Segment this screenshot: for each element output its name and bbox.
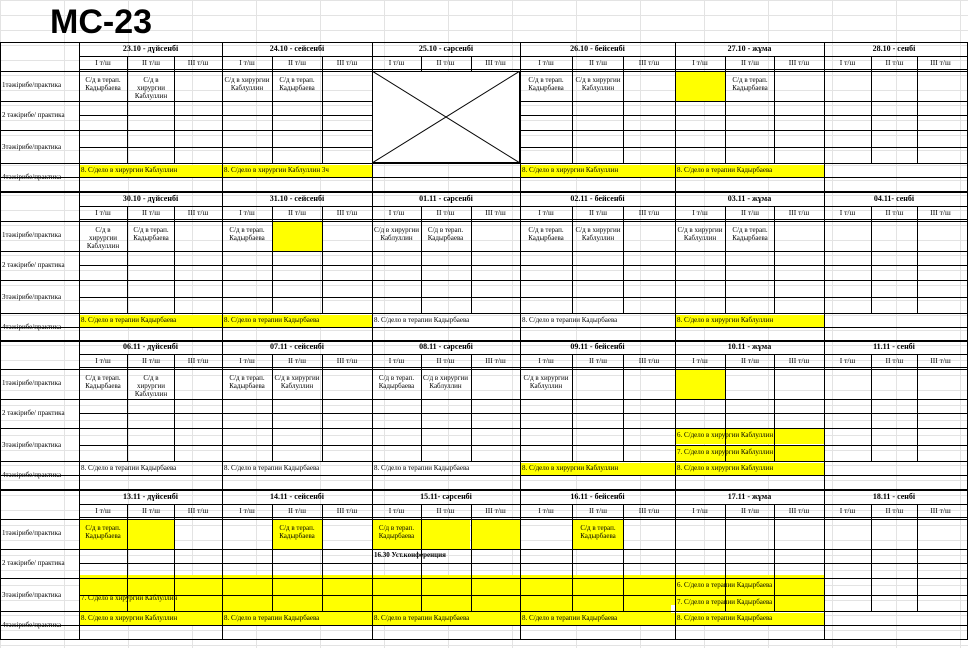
shift-header: ІІ т/ш (436, 208, 455, 217)
gridline-v (960, 0, 961, 648)
shift-separator (272, 206, 273, 313)
shift-header: ІІІ т/ш (187, 58, 209, 67)
row-label: 2 тәжірибе/ практика (2, 261, 65, 269)
bottom-note[interactable]: 8. С/дело в терапии Кадырбаева (374, 614, 470, 622)
schedule-cell[interactable]: С/д в терап. Кадырбаева (279, 76, 315, 92)
shift-header: І т/ш (692, 356, 708, 365)
day-header: 11.11 - сенбі (873, 342, 915, 351)
shift-header: ІІІ т/ш (638, 506, 660, 515)
shift-header: ІІ т/ш (588, 356, 607, 365)
shift-header: ІІ т/ш (287, 208, 306, 217)
day-header: 25.10 - сәрсенбі (418, 44, 474, 53)
extra-note[interactable]: 7. С/дело в терапии Кадырбаева (677, 598, 773, 606)
shift-header: ІІІ т/ш (336, 58, 358, 67)
day-header: 09.11 - бейсенбі (570, 342, 625, 351)
shift-header: І т/ш (239, 506, 255, 515)
schedule-cell[interactable]: С/д в хирургии Каблуллин (423, 374, 468, 390)
row-label: 1тәжірибе/практика (2, 529, 62, 537)
line (79, 445, 968, 446)
day-header: 04.11- сенбі (873, 194, 915, 203)
shift-separator (174, 206, 175, 313)
day-header: 06.11 - дүйсенбі (123, 342, 178, 351)
shift-header: ІІІ т/ш (930, 58, 951, 67)
shift-header: ІІІ т/ш (638, 208, 660, 217)
highlight-cell (272, 221, 322, 251)
shift-header: І т/ш (692, 58, 708, 67)
day-header: 26.10 - бейсенбі (570, 44, 625, 53)
shift-header: І т/ш (239, 208, 255, 217)
shift-header: І т/ш (388, 356, 405, 365)
day-header: 17.11 - жұма (727, 492, 772, 501)
row-label: 2 тәжірибе/ практика (2, 111, 65, 119)
shift-separator (623, 56, 624, 163)
shift-separator (174, 354, 175, 461)
row-label: 1тәжірибе/практика (2, 379, 62, 387)
bottom-note[interactable]: 8. С/дело в терапии Кадырбаева (522, 614, 618, 622)
shift-separator (725, 56, 726, 163)
shift-header: ІІ т/ш (141, 506, 160, 515)
shift-header: ІІ т/ш (885, 356, 904, 365)
shift-separator (774, 56, 775, 163)
shift-header: І т/ш (538, 356, 554, 365)
bottom-note[interactable]: 8. С/дело в терапии Кадырбаева (677, 166, 773, 174)
line (0, 327, 968, 328)
bottom-note[interactable]: 8. С/дело в хирургии Каблуллин 3ч (224, 166, 329, 174)
schedule-cell[interactable]: С/д в хирургии Каблуллин (134, 76, 168, 100)
shift-header: І т/ш (538, 58, 554, 67)
shift-separator (871, 56, 872, 163)
shift-header: ІІ т/ш (740, 58, 759, 67)
line (0, 340, 1, 489)
row-label: 3тәжірибе/практика (2, 441, 62, 449)
day-header: 24.10 - сейсенбі (269, 44, 325, 53)
shift-header: ІІІ т/ш (930, 506, 951, 515)
highlight-cell (675, 369, 725, 399)
shift-header: І т/ш (839, 208, 856, 217)
bottom-note[interactable]: 8. С/дело в хирургии Каблуллин (81, 614, 178, 622)
line (0, 549, 968, 550)
row-label: 1тәжірибе/практика (2, 81, 62, 89)
gridline-h (0, 0, 968, 1)
shift-header: ІІ т/ш (287, 356, 306, 365)
day-header: 30.10 - дүйсенбі (122, 194, 179, 203)
highlight-band (372, 591, 520, 605)
bottom-note[interactable]: 8. С/дело в терапии Кадырбаева (224, 614, 320, 622)
schedule-cell[interactable]: С/д в терап. Кадырбаева (229, 374, 265, 390)
bottom-note[interactable]: 8. С/дело в хирургии Каблуллин (522, 464, 619, 472)
line (79, 69, 968, 70)
shift-separator (871, 354, 872, 461)
schedule-cell[interactable]: С/д в терап. Кадырбаева (279, 524, 315, 540)
schedule-cell[interactable]: С/д в терап. Кадырбаева (229, 226, 265, 242)
gridline-h (0, 300, 968, 301)
shift-header: ІІ т/ш (287, 58, 306, 67)
shift-separator (471, 206, 472, 313)
gridline-h (0, 645, 968, 646)
schedule-cell[interactable]: С/д в терап. Кадырбаева (85, 374, 121, 390)
row-label: 4тәжірибе/практика (2, 323, 62, 331)
shift-separator (421, 206, 422, 313)
shift-header: І т/ш (95, 58, 111, 67)
shift-separator (471, 354, 472, 461)
line (0, 578, 968, 579)
shift-header: ІІІ т/ш (336, 506, 358, 515)
bottom-note[interactable]: 8. С/дело в терапии Кадырбаева (224, 316, 320, 324)
line (79, 563, 968, 564)
shift-separator (774, 504, 775, 611)
line (0, 519, 968, 520)
schedule-cell[interactable]: С/д в терап. Кадырбаева (732, 76, 768, 92)
gridline-v (832, 0, 833, 648)
shift-separator (623, 504, 624, 611)
day-header: 07.11 - сейсенбі (269, 342, 325, 351)
shift-header: ІІ т/ш (436, 58, 455, 67)
shift-separator (322, 504, 323, 611)
day-header: 15.11- сәрсенбі (420, 492, 472, 501)
shift-header: І т/ш (95, 356, 111, 365)
sheet-title: МС-23 (50, 3, 153, 41)
gridline-h (0, 330, 968, 331)
gridline-h (0, 480, 968, 481)
shift-header: ІІІ т/ш (485, 506, 506, 515)
shift-header: І т/ш (839, 506, 856, 515)
shift-header: ІІІ т/ш (485, 208, 506, 217)
schedule-cell[interactable]: С/д в терап. Кадырбаева (378, 524, 415, 540)
shift-header: ІІІ т/ш (187, 208, 209, 217)
shift-header: ІІІ т/ш (187, 356, 209, 365)
line (0, 625, 968, 626)
day-header: 23.10 - дүйсенбі (122, 44, 179, 53)
line (79, 219, 968, 220)
schedule-cell[interactable]: С/д в хирургии Каблуллин (134, 374, 168, 398)
shift-header: ІІІ т/ш (485, 58, 506, 67)
shift-header: І т/ш (538, 208, 554, 217)
schedule-cell[interactable]: С/д в терап. Кадырбаева (427, 226, 464, 242)
shift-separator (272, 504, 273, 611)
shift-separator (572, 206, 573, 313)
bottom-note[interactable]: 8. С/дело в терапии Кадырбаева (81, 464, 177, 472)
bottom-note[interactable]: 8. С/дело в терапии Кадырбаева (374, 464, 470, 472)
bottom-note[interactable]: 8. С/дело в терапии Кадырбаева (677, 614, 773, 622)
line (0, 639, 968, 640)
line (79, 297, 968, 298)
extra-note[interactable]: 7. С/дело в хирургии Каблуллин (81, 594, 178, 602)
day-header: 01.11 - сәрсенбі (419, 194, 473, 203)
shift-header: ІІІ т/ш (187, 506, 209, 515)
gridline-h (0, 285, 968, 286)
shift-header: ІІ т/ш (287, 506, 306, 515)
shift-separator (572, 504, 573, 611)
bottom-note[interactable]: 8. С/дело в терапии Кадырбаева (224, 464, 320, 472)
shift-header: ІІІ т/ш (788, 356, 810, 365)
shift-header: ІІ т/ш (885, 506, 904, 515)
row-label: 4тәжірибе/практика (2, 173, 62, 181)
line (0, 280, 968, 281)
shift-separator (774, 206, 775, 313)
day-header: 02.11 - бейсенбі (570, 194, 625, 203)
shift-separator (917, 504, 918, 611)
shift-separator (421, 354, 422, 461)
line (0, 163, 968, 164)
shift-separator (917, 354, 918, 461)
highlight-cell (421, 519, 470, 549)
line (0, 490, 1, 639)
line (0, 221, 968, 222)
extra-note[interactable]: 6. С/дело в терапии Кадырбаева (677, 581, 773, 589)
shift-separator (322, 206, 323, 313)
shift-separator (725, 206, 726, 313)
shift-separator (272, 354, 273, 461)
row-label: 1тәжірибе/практика (2, 231, 62, 239)
schedule-cell[interactable]: С/д в терап. Кадырбаева (85, 76, 121, 92)
day-header: 16.11 - бейсенбі (570, 492, 625, 501)
gridline-h (0, 255, 968, 256)
shift-header: І т/ш (239, 58, 255, 67)
shift-separator (774, 354, 775, 461)
shift-separator (127, 354, 128, 461)
bottom-note[interactable]: 8. С/дело в терапии Кадырбаева (81, 316, 177, 324)
day-header: 03.11 - жұма (727, 194, 772, 203)
shift-separator (623, 354, 624, 461)
line (79, 367, 968, 368)
gridline-h (0, 270, 968, 271)
schedule-cell[interactable]: С/д в хирургии Каблуллин (523, 374, 569, 390)
gridline-h (0, 180, 968, 181)
shift-header: ІІІ т/ш (788, 208, 810, 217)
schedule-cell[interactable]: С/д в хирургии Каблуллин (575, 226, 621, 242)
shift-separator (572, 354, 573, 461)
line (0, 369, 968, 370)
extra-note[interactable]: 7. С/дело в хирургии Каблуллин (677, 448, 774, 456)
row-label: 3тәжірибе/практика (2, 293, 62, 301)
shift-header: ІІІ т/ш (485, 356, 506, 365)
highlight-band (520, 591, 675, 605)
shift-header: ІІ т/ш (141, 208, 160, 217)
shift-separator (917, 56, 918, 163)
shift-header: ІІІ т/ш (336, 356, 358, 365)
shift-separator (272, 56, 273, 163)
shift-header: ІІ т/ш (436, 356, 455, 365)
shift-header: ІІІ т/ш (930, 208, 951, 217)
highlight-cell (127, 519, 175, 549)
shift-header: ІІ т/ш (740, 356, 759, 365)
row-label: 3тәжірибе/практика (2, 143, 62, 151)
schedule-cell[interactable]: С/д в терап. Кадырбаева (528, 76, 564, 92)
line (0, 428, 968, 429)
day-header: 27.10 - жұма (727, 44, 772, 53)
shift-header: ІІ т/ш (588, 506, 607, 515)
line (79, 147, 968, 148)
day-header: 18.11 - сенбі (872, 492, 916, 501)
shift-header: І т/ш (239, 356, 255, 365)
schedule-cell[interactable]: С/д в хирургии Каблуллин (575, 76, 621, 92)
highlight-cell (471, 519, 520, 549)
schedule-cell[interactable]: С/д в терап. Кадырбаева (732, 226, 768, 242)
shift-header: І т/ш (388, 208, 405, 217)
shift-separator (322, 56, 323, 163)
shift-header: І т/ш (388, 506, 405, 515)
line (0, 192, 1, 341)
row-label: 2 тәжірибе/ практика (2, 409, 65, 417)
bottom-note[interactable]: 8. С/дело в терапии Кадырбаева (374, 316, 470, 324)
shift-header: ІІІ т/ш (638, 58, 660, 67)
shift-header: ІІ т/ш (740, 208, 759, 217)
schedule-cell[interactable]: С/д в терап. Кадырбаева (580, 524, 616, 540)
line (0, 313, 968, 314)
day-header: 08.11 - сәрсенбі (419, 342, 473, 351)
bottom-note[interactable]: 8. С/дело в хирургии Каблуллин (81, 166, 178, 174)
gridline-h (0, 405, 968, 406)
line (79, 265, 968, 266)
schedule-cell[interactable]: С/д в хирургии Каблуллин (274, 374, 320, 390)
shift-header: І т/ш (95, 506, 111, 515)
shift-separator (725, 354, 726, 461)
shift-header: ІІІ т/ш (638, 356, 660, 365)
row-label: 4тәжірибе/практика (2, 621, 62, 629)
line (0, 42, 1, 191)
shift-header: ІІ т/ш (588, 208, 607, 217)
gridline-h (0, 630, 968, 631)
shift-header: ІІ т/ш (588, 58, 607, 67)
schedule-cell[interactable]: С/д в хирургии Каблуллин (224, 76, 270, 92)
schedule-cell[interactable]: С/д в хирургии Каблуллин (374, 226, 419, 242)
line (0, 461, 968, 462)
bottom-note[interactable]: 8. С/дело в хирургии Каблуллин (677, 464, 774, 472)
shift-header: І т/ш (839, 356, 856, 365)
shift-separator (623, 206, 624, 313)
bottom-note[interactable]: 8. С/дело в хирургии Каблуллин (522, 166, 619, 174)
line (0, 475, 968, 476)
shift-separator (917, 206, 918, 313)
schedule-cell[interactable]: С/д в терап. Кадырбаева (85, 524, 121, 540)
shift-header: І т/ш (692, 208, 708, 217)
shift-header: І т/ш (839, 58, 856, 67)
row-label: 2 тәжірибе/ практика (2, 559, 65, 567)
line (79, 115, 968, 116)
schedule-cell[interactable]: С/д в терап. Кадырбаева (528, 226, 564, 242)
shift-separator (725, 504, 726, 611)
shift-header: ІІ т/ш (885, 208, 904, 217)
schedule-cell[interactable]: С/д в хирургии Каблуллин (86, 226, 120, 250)
row-label: 4тәжірибе/практика (2, 471, 62, 479)
gridline-h (0, 420, 968, 421)
line (0, 177, 968, 178)
shift-separator (871, 206, 872, 313)
line (0, 251, 968, 252)
shift-header: ІІ т/ш (740, 506, 759, 515)
shift-header: ІІІ т/ш (336, 208, 358, 217)
highlight-band (222, 591, 372, 605)
shift-header: І т/ш (388, 58, 405, 67)
shift-header: ІІ т/ш (141, 58, 160, 67)
shift-separator (174, 56, 175, 163)
line (0, 399, 968, 400)
line (0, 611, 968, 612)
day-header: 13.11 - дүйсенбі (123, 492, 178, 501)
schedule-cell[interactable]: С/д в терап. Кадырбаева (378, 374, 415, 390)
day-header: 14.11 - сейсенбі (269, 492, 325, 501)
shift-separator (127, 56, 128, 163)
shift-separator (871, 504, 872, 611)
gridline-h (0, 570, 968, 571)
shift-separator (322, 354, 323, 461)
shift-header: І т/ш (538, 506, 554, 515)
shift-header: ІІІ т/ш (788, 506, 810, 515)
extra-note[interactable]: 6. С/дело в хирургии Каблуллин (677, 431, 774, 439)
gridline-v (896, 0, 897, 648)
shift-separator (127, 206, 128, 313)
highlight-cell (675, 71, 725, 101)
row-label: 3тәжірибе/практика (2, 591, 62, 599)
bottom-note[interactable]: 8. С/дело в хирургии Каблуллин (677, 316, 774, 324)
cancelled-day-cross (372, 71, 520, 163)
bottom-note[interactable]: 8. С/дело в терапии Кадырбаева (522, 316, 618, 324)
day-header: 31.10 - сейсенбі (269, 194, 325, 203)
shift-header: І т/ш (95, 208, 111, 217)
shift-header: ІІІ т/ш (930, 356, 951, 365)
shift-separator (572, 56, 573, 163)
line (79, 517, 968, 518)
shift-header: ІІ т/ш (436, 506, 455, 515)
schedule-cell[interactable]: С/д в хирургии Каблуллин (677, 226, 723, 242)
shift-header: ІІ т/ш (141, 356, 160, 365)
shift-header: І т/ш (692, 506, 708, 515)
conference-note[interactable]: 16.30 Уст.конференция (374, 551, 446, 559)
day-header: 28.10 - сенбі (872, 44, 916, 53)
day-header: 10.11 - жұма (727, 342, 772, 351)
schedule-cell[interactable]: С/д в терап. Кадырбаева (133, 226, 169, 242)
line (79, 413, 968, 414)
shift-header: ІІ т/ш (885, 58, 904, 67)
shift-header: ІІІ т/ш (788, 58, 810, 67)
